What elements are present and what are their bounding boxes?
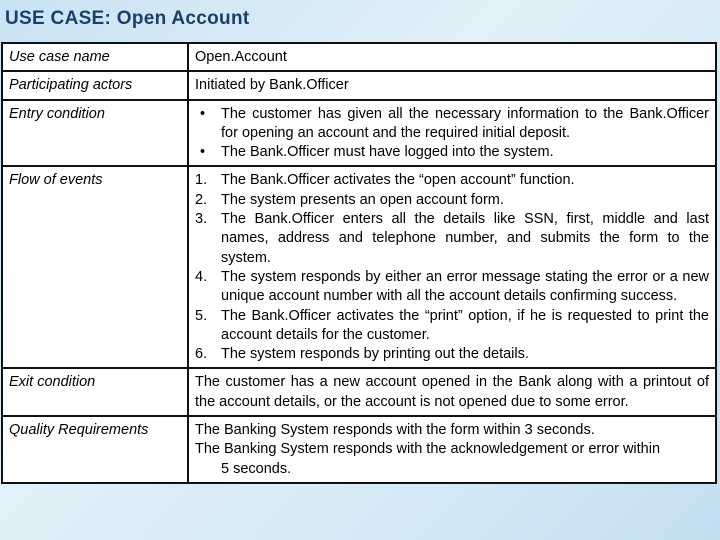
list-item: • The Bank.Officer must have logged into the system. <box>195 143 709 162</box>
step-text: The system presents an open account form. <box>221 191 504 208</box>
use-case-table <box>1 42 717 484</box>
step-number: 3. <box>195 211 208 228</box>
step-text: The Bank.Officer activates the “open account” function. <box>221 172 575 189</box>
table-row <box>2 43 716 71</box>
list-item <box>195 345 709 364</box>
step-text: The system responds by printing out the details. <box>221 346 529 363</box>
row-label: Participating actors <box>2 71 188 99</box>
list-item <box>195 307 709 346</box>
table-row <box>2 166 716 368</box>
quality-line: The Banking System responds with the form within 3 seconds. <box>195 422 595 439</box>
list-item <box>195 191 709 210</box>
table-row <box>2 416 716 483</box>
row-label: Use case name <box>2 43 188 71</box>
row-label: Exit condition <box>2 368 188 416</box>
row-value: Initiated by Bank.Officer <box>188 71 716 99</box>
row-value: The customer has a new account opened in the Bank along with a printout of the account details, or the account is not opened due to some error. <box>188 368 716 416</box>
row-value: Open.Account <box>188 43 716 71</box>
row-label: Flow of events <box>2 166 188 368</box>
flow-of-events-list <box>195 171 709 364</box>
list-item: • The customer has given all the necessary information to the Bank.Officer for opening an account and the required initial deposit. <box>195 105 709 144</box>
list-item <box>195 171 709 190</box>
step-number: 2. <box>195 191 208 208</box>
row-label: Quality Requirements <box>2 416 188 483</box>
row-value <box>188 166 716 368</box>
step-number: 1. <box>195 172 208 189</box>
step-number: 5. <box>195 307 208 324</box>
step-number: 6. <box>195 346 208 363</box>
table-row <box>2 71 716 99</box>
quality-line: 5 seconds. <box>221 460 292 477</box>
step-text: The system responds by either an error message stating the error or a new unique account number with all the account details confirming success. <box>221 268 709 305</box>
step-text: The Bank.Officer activates the “print” option, if he is requested to print the account details for the customer. <box>221 307 709 343</box>
quality-line: The Banking System responds with the acknowledgement or error within <box>195 441 661 458</box>
entry-condition-list <box>195 105 709 163</box>
list-item <box>195 268 709 307</box>
row-value <box>188 416 716 483</box>
table-row <box>2 368 716 416</box>
table-row <box>2 100 716 167</box>
row-value <box>188 100 716 167</box>
step-number: 4. <box>195 268 208 285</box>
list-item <box>195 210 709 268</box>
slide-title: USE CASE: Open Account <box>5 8 250 29</box>
row-label: Entry condition <box>2 100 188 167</box>
step-text: The Bank.Officer enters all the details like SSN, first, middle and last names, address and telephone number, and submits the form to the system. <box>221 211 709 266</box>
